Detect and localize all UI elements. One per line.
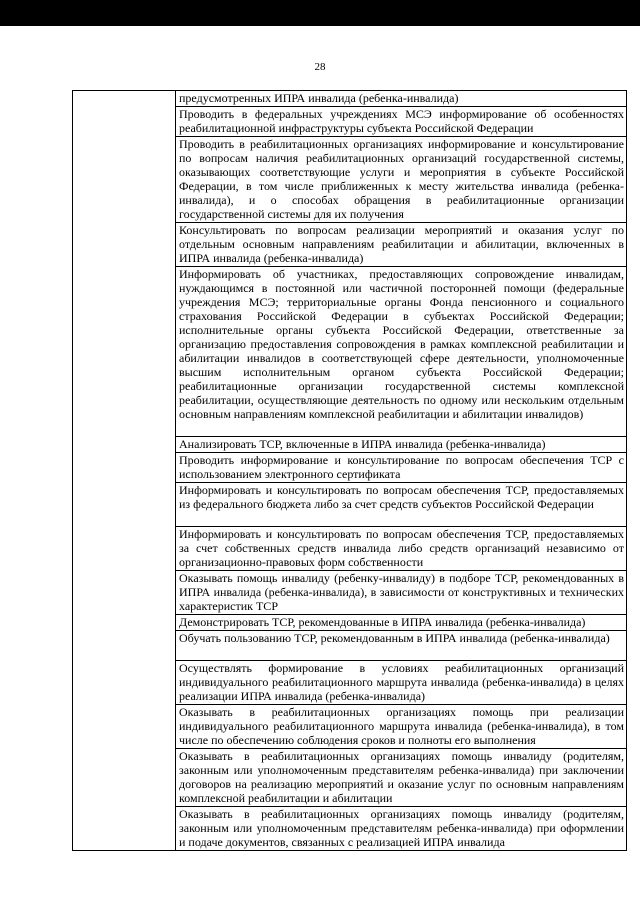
table-cell-text: Консультировать по вопросам реализации мероприятий и оказания услуг по отдельным основным направлениям реабилитации и абилитации, включенных в ИПРА инвалида (ребенка-инвалида) <box>176 223 627 267</box>
table-cell-text: Информировать об участниках, предоставляющих сопровождение инвалидам, нуждающимся в постоянной или частичной посторонней помощи (федеральные учреждения МСЭ; территориальные органы Фонда пенсионного и социального страхования Российской Федерации в субъектах Российской Федерации; исполнительные органы субъекта Российской Федерации, ответственные за организацию предоставления сопровождения в рамках комплексной реабилитации и абилитации инвалидов в соответствующей сфере деятельности, уполномоченные высшим исполнительным органом субъекта Российской Федерации; реабилитационные организации государственной системы комплексной реабилитации, осуществляющие деятельность по одному или нескольким отдельным основным направлениям комплексной реабилитации и абилитации инвалидов) <box>176 267 627 437</box>
table-cell-text: Проводить в федеральных учреждениях МСЭ информирование об особенностях реабилитационной инфраструктуры субъекта Российской Федерации <box>176 107 627 137</box>
table-cell-text: Оказывать в реабилитационных организациях помощь инвалиду (родителям, законным или уполномоченным представителям ребенка-инвалида) при заключении договоров на реализацию мероприятий и оказание услуг по основным направлениям комплексной реабилитации и абилитации <box>176 749 627 807</box>
table-cell-text: Оказывать помощь инвалиду (ребенку-инвалиду) в подборе ТСР, рекомендованных в ИПРА инвалида (ребенка-инвалида), в зависимости от конструктивных и технических характеристик ТСР <box>176 571 627 615</box>
table-cell-text: Проводить в реабилитационных организациях информирование и консультирование по вопросам наличия реабилитационных организаций государственной системы, оказывающих соответствующие услуги и мероприятия в субъекте Российской Федерации, в том числе приближенных к месту жительства инвалида (ребенка-инвалида), и о способах обращения в реабилитационные организации государственной системы для их получения <box>176 137 627 223</box>
left-column-cell <box>73 91 176 851</box>
table-cell-text: Обучать пользованию ТСР, рекомендованным в ИПРА инвалида (ребенка-инвалида) <box>176 631 627 661</box>
table-cell-text: Оказывать в реабилитационных организациях помощь при реализации индивидуального реабилитационного маршрута инвалида (ребенка-инвалида), в том числе по обеспечению соблюдения сроков и полноты его выполнения <box>176 705 627 749</box>
table-cell-text: Осуществлять формирование в условиях реабилитационных организаций индивидуального реабилитационного маршрута инвалида (ребенка-инвалида) в целях реализации ИПРА инвалида (ребенка-инвалида) <box>176 661 627 705</box>
table-row <box>73 91 627 107</box>
table-cell-text: Оказывать в реабилитационных организациях помощь инвалиду (родителям, законным или уполномоченным представителям ребенка-инвалида) при оформлении и подаче документов, связанных с реализацией ИПРА инвалида <box>176 807 627 851</box>
table-cell-text: Анализировать ТСР, включенные в ИПРА инвалида (ребенка-инвалида) <box>176 437 627 453</box>
table-cell-text: Информировать и консультировать по вопросам обеспечения ТСР, предоставляемых за счет собственных средств инвалида либо средств организаций независимо от организационно-правовых форм собственности <box>176 527 627 571</box>
requirements-table <box>72 90 627 851</box>
scan-top-border <box>0 0 640 26</box>
page-number: 28 <box>314 61 326 73</box>
table-cell-text: Информировать и консультировать по вопросам обеспечения ТСР, предоставляемых из федерального бюджета либо за счет средств субъектов Российской Федерации <box>176 483 627 527</box>
table-cell-text: Демонстрировать ТСР, рекомендованные в ИПРА инвалида (ребенка-инвалида) <box>176 615 627 631</box>
table-cell-text: Проводить информирование и консультирование по вопросам обеспечения ТСР с использованием электронного сертификата <box>176 453 627 483</box>
table-cell-text: предусмотренных ИПРА инвалида (ребенка-инвалида) <box>176 91 627 107</box>
